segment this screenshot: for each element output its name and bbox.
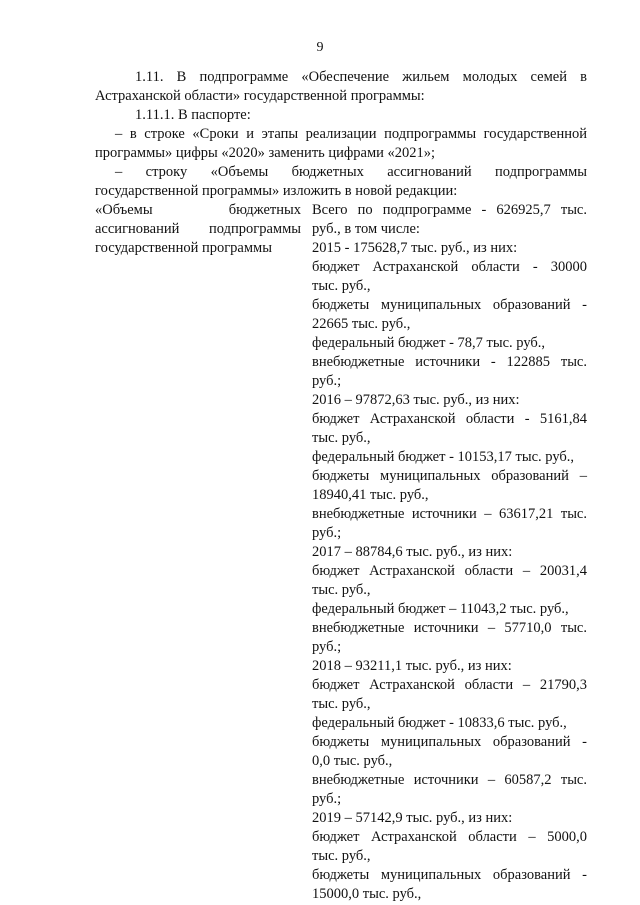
budget-line: 15000,0 тыс. руб., <box>312 886 422 902</box>
budget-line: бюджет Астраханской области - 30000 <box>312 259 587 275</box>
budget-line: бюджеты муниципальных образований - <box>312 297 587 313</box>
budget-line: 2016 – 97872,63 тыс. руб., из них: <box>312 392 520 408</box>
budget-line: федеральный бюджет - 10153,17 тыс. руб., <box>312 449 575 465</box>
paragraph-1-11-text: 1.11. В подпрограмме «Обеспечение жильем молодых семей в Астраханской области» государственной программы: <box>95 69 587 104</box>
paragraph-budget-change-text: – строку «Объемы бюджетных ассигнований подпрограммы государственной программы» изложить в новой редакции: <box>95 164 587 199</box>
budget-line: федеральный бюджет – 11043,2 тыс. руб., <box>312 601 569 617</box>
budget-line: внебюджетные источники – 63617,21 тыс. <box>312 506 587 522</box>
budget-line: внебюджетные источники – 57710,0 тыс. <box>312 620 587 636</box>
budget-line: руб.; <box>312 791 342 807</box>
budget-line: тыс. руб., <box>312 582 371 598</box>
paragraph-1-11 <box>95 68 587 106</box>
budget-line: 2018 – 93211,1 тыс. руб., из них: <box>312 658 512 674</box>
budget-line: 0,0 тыс. руб., <box>312 753 393 769</box>
budget-line: 2015 - 175628,7 тыс. руб., из них: <box>312 240 518 256</box>
paragraph-terms-change-text: – в строке «Сроки и этапы реализации подпрограммы государственной программы» цифры «2020» заменить цифрами «2021»; <box>95 126 587 161</box>
budget-line: бюджеты муниципальных образований - <box>312 734 587 750</box>
budget-line: бюджет Астраханской области - 5161,84 <box>312 411 587 427</box>
table-right-values <box>312 201 587 904</box>
budget-line: федеральный бюджет - 78,7 тыс. руб., <box>312 335 546 351</box>
budget-line: руб.; <box>312 639 342 655</box>
budget-line: руб.; <box>312 525 342 541</box>
budget-line: тыс. руб., <box>312 278 371 294</box>
budget-line: бюджеты муниципальных образований – <box>312 468 587 484</box>
budget-line: федеральный бюджет - 10833,6 тыс. руб., <box>312 715 567 731</box>
budget-line: бюджет Астраханской области – 5000,0 <box>312 829 587 845</box>
budget-line: внебюджетные источники – 60587,2 тыс. <box>312 772 587 788</box>
budget-line: руб.; <box>312 373 342 389</box>
budget-line: тыс. руб., <box>312 430 371 446</box>
budget-line: руб., в том числе: <box>312 221 420 237</box>
budget-line: внебюджетные источники - 122885 тыс. <box>312 354 587 370</box>
budget-line: бюджеты муниципальных образований - <box>312 867 587 883</box>
budget-line: Всего по подпрограмме - 626925,7 тыс. <box>312 202 587 218</box>
budget-line: тыс. руб., <box>312 696 371 712</box>
paragraph-budget-change <box>95 163 587 201</box>
budget-line: бюджет Астраханской области – 21790,3 <box>312 677 587 693</box>
page-number: 9 <box>316 40 324 55</box>
paragraph-1-11-1 <box>95 106 587 125</box>
budget-line: 2017 – 88784,6 тыс. руб., из них: <box>312 544 513 560</box>
budget-line: 18940,41 тыс. руб., <box>312 487 429 503</box>
budget-line: 22665 тыс. руб., <box>312 316 411 332</box>
table-left-label: «Объемы бюджетных ассигнований подпрограммы государственной программы <box>95 202 301 256</box>
budget-line: бюджет Астраханской области – 20031,4 <box>312 563 587 579</box>
budget-line: 2019 – 57142,9 тыс. руб., из них: <box>312 810 513 826</box>
paragraph-1-11-1-text: 1.11.1. В паспорте: <box>135 107 251 123</box>
paragraph-terms-change <box>95 125 587 163</box>
budget-line: тыс. руб., <box>312 848 371 864</box>
